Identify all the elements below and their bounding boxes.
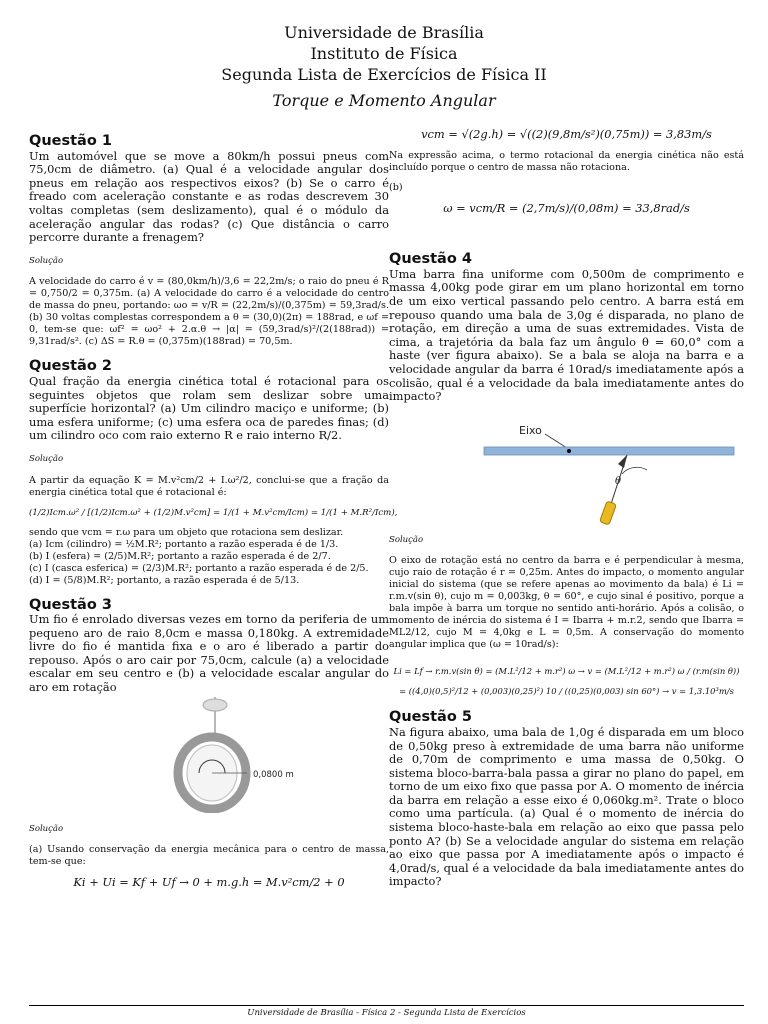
subject-title: Torque e Momento Angular — [272, 91, 496, 110]
q2-item-d: (d) I = (5/8)M.R²; portanto, a razão esperada é de 5/13. — [29, 574, 300, 586]
q5-title: Questão 5 — [389, 709, 472, 726]
bar-bullet-illustration — [389, 404, 744, 534]
theta-label: θ — [615, 475, 622, 487]
university-name: Universidade de Brasília — [284, 23, 484, 42]
q3-note: Na expressão acima, o termo rotacional da energia cinética não está incluído porque o centro de massa não rotaciona. — [389, 149, 744, 173]
q3-sol-a: (a) Usando conservação da energia mecânica para o centro de massa, tem-se que: — [29, 844, 389, 868]
q2-item-a: (a) Icm (cilindro) = ½M.R²; portanto a razão esperada é de 1/3. — [29, 538, 339, 550]
q1-solution: A velocidade do carro é v = (80,0km/h)/3,6 = 22,2m/s; o raio do pneu é R = 0,750/2 = 0,375m. (a) A velocidade do carro é a velocidade do centro de massa do pneu, portando: ωo = v/R = (22,2m/s)/(0,375m) = 59,3rad/s. (b) 30 voltas complestas correspondem a θ = (30,0)(2π) = 188rad, e ωf = 0, tem-se que: ωf² = ωo² + 2.α.θ → |α| = (59,3rad/s)²/(2(188rad)) = 9,31rad/s². (c) ΔS = R.θ = (0,375m)(188rad) = 70,5m. — [29, 276, 389, 348]
left-column — [29, 133, 398, 898]
q2-sol-intro: A partir da equação K = M.v²cm/2 + I.ω²/2, conclui-se que a fração da energia cinética total que é rotacional é: — [29, 474, 389, 498]
q4-solution-label: Solução — [389, 534, 424, 545]
page-footer: Universidade de Brasília - Física 2 - Segunda Lista de Exercícios — [29, 1005, 744, 1018]
q2-item-b: (b) I (esfera) = (2/5)M.R²; portanto a razão esperada é de 2/7. — [29, 550, 331, 562]
q1-text: Um automóvel que se move a 80km/h possui pneus com 75,0cm de diâmetro. (a) Qual é a velocidade angular dos pneus em relação aos respectivos eixos? (b) Se o carro é freado com aceleração constante e as rodas descrevem 30 voltas completas (sem deslizamento), qual é o módulo da aceleração angular das rodas? (c) Que distância o carro percorre durante a frenagem? — [29, 148, 389, 245]
axis-label: Eixo — [519, 423, 542, 437]
q2-after: sendo que vcm = r.ω para um objeto que rotaciona sem deslizar. — [29, 526, 344, 538]
q3-omega-equation: ω = vcm/R = (2,7m/s)/(0,08m) = 33,8rad/s — [443, 200, 690, 215]
q2-equation: (1/2)Icm.ω² / [(1/2)Icm.ω² + (1/2)M.v²cm] = 1/(1 + M.v²cm/Icm) = 1/(1 + M.R²/Icm), — [29, 507, 398, 518]
q2-text: Qual fração da energia cinética total é rotacional para os seguintes objetos que rolam sem deslizar sobre uma superfície horizontal? (a) Um cilindro maciço e uniforme; (b) uma esfera uniforme; (c) uma esfera oca de paredes finas; (d) um cilindro oco com raio externo R e raio interno R/2. — [29, 373, 389, 443]
q1-solution-label: Solução — [29, 255, 64, 266]
q3-b-label: (b) — [389, 181, 403, 193]
document-header — [0, 22, 768, 110]
q3-title: Questão 3 — [29, 596, 112, 613]
q3-vcm-equation: vcm = √(2g.h) = √((2)(9,8m/s²)(0,75m)) = 3,83m/s — [421, 127, 712, 141]
right-column — [389, 128, 744, 889]
q5-text: Na figura abaixo, uma bala de 1,0g é disparada em um bloco de 0,50kg preso à extremidade de uma barra não uniforme de 0,70m de comprimento e uma massa de 0,50kg. O sistema bloco-barra-bala passa a girar no plano do papel, em torno de um eixo fixo que passa por A. O momento de inércia da barra em relação a esse eixo é 0,060kg.m². Trate o bloco como uma partícula. (a) Qual é o momento de inércia do sistema bloco-haste-bala em relação ao eixo que passa pelo ponto A? (b) Se a velocidade angular do sistema em relação ao eixo que passa por A imediatamente após o impacto é 4,0rad/s, qual é a velocidade da bala imediatamente antes do impacto? — [389, 724, 744, 889]
q2-solution-label: Solução — [29, 453, 64, 464]
list-title: Segunda Lista de Exercícios de Física II — [221, 65, 547, 84]
bar-figure — [389, 404, 744, 534]
q4-equation-2: = ((4,0)(0,5)²/12 + (0,003)(0,25)²) 10 / ((0,25)(0,003) sin 60°) → v = 1,3.10³m/s — [399, 686, 734, 697]
q4-solution: O eixo de rotação está no centro da barra e é perpendicular à mesma, cujo raio de rotação é r = 0,25m. Antes do impacto, o momento angular inicial do sistema (que se refere apenas ao movimento da bala) é Li = r.m.v(sin θ), cujo m = 0,003kg, θ = 60°, e cujo sinal é positivo, porque a bala impõe à barra um torque no sentido anti-horário. Após a colisão, o momento de inércia do sistema é I = Ibarra + m.r.2, sendo que Ibarra = ML2/12, cujo M = 4,0kg e L = 0,5m. A conservação do momento angular implica que (ω = 10rad/s): — [389, 555, 744, 651]
hoop-figure — [29, 695, 389, 813]
q3-energy-equation: Ki + Ui = Kf + Uf → 0 + m.g.h = M.v²cm/2 + 0 — [73, 875, 345, 890]
q2-title: Questão 2 — [29, 358, 112, 375]
q1-title: Questão 1 — [29, 133, 112, 149]
q4-text: Uma barra fina uniforme com 0,500m de comprimento e massa 4,00kg pode girar em um plano horizontal em torno de um eixo vertical passando pelo centro. A barra está em repouso quando uma bala de 3,0g é disparada, no plano de rotação, em direção a uma de suas extremidades. Vista de cima, a trajetória da bala faz um ângulo θ = 60,0° com a haste (ver figura abaixo). Se a bala se aloja na barra e a velocidade angular da barra é 10rad/s imediatamente após a colisão, qual é a velocidade da bala imediatamente antes do impacto? — [389, 266, 744, 404]
q4-equation-1: Li = Lf → r.m.v(sin θ) = (M.L²/12 + m.r²) ω → v = (M.L²/12 + m.r²) ω / (r.m(sin θ)) — [393, 666, 740, 677]
q4-title: Questão 4 — [389, 251, 472, 268]
hoop-illustration — [29, 695, 389, 813]
q3-solution-label: Solução — [29, 823, 64, 834]
institute-name: Instituto de Física — [310, 44, 458, 63]
hoop-radius-label: 0,0800 m — [253, 769, 294, 780]
q2-item-c: (c) I (casca esferica) = (2/3)M.R²; portanto a razão esperada é de 2/5. — [29, 562, 369, 574]
q3-text: Um fio é enrolado diversas vezes em torno da periferia de um pequeno aro de raio 8,0cm e massa 0,180kg. A extremidade livre do fio é mantida fixa e o aro é liberado a partir do repouso. Após o aro cair por 75,0cm, calcule (a) a velocidade escalar em seu centro e (b) a velocidade escalar angular do aro em rotação — [29, 612, 389, 695]
